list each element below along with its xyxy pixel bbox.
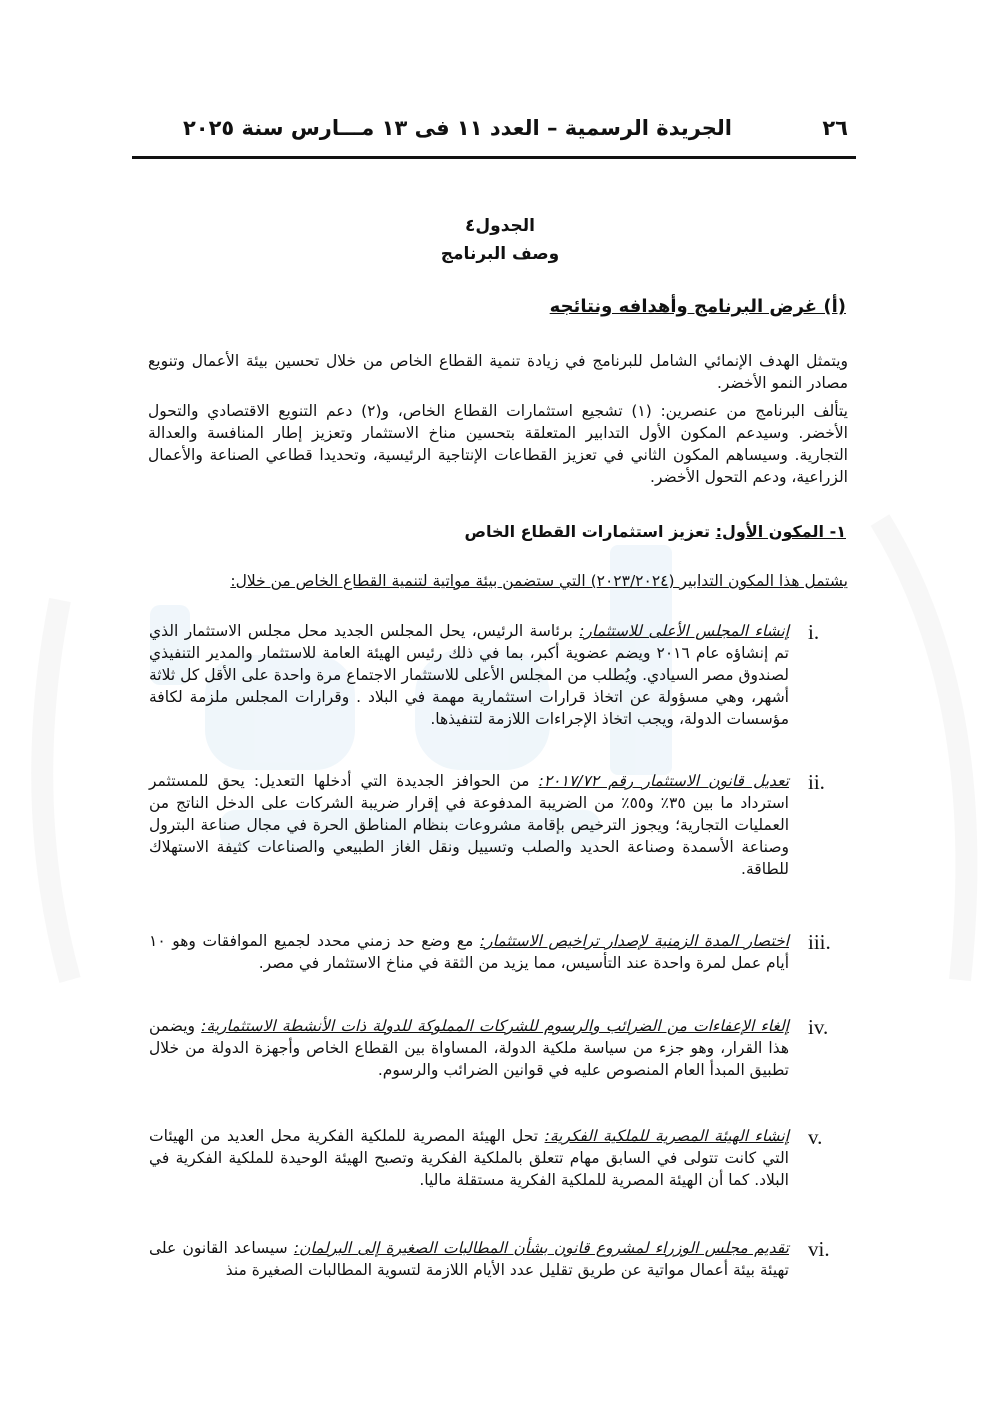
list-item [149,620,789,730]
paragraph: ويتمثل الهدف الإنمائي الشامل للبرنامج في زيادة تنمية القطاع الخاص من خلال تحسين بيئة الأعمال وتنويع مصادر النمو الأخضر. [148,352,848,392]
section-a-heading: (أ) غرض البرنامج وأهدافه ونتائجه [549,296,846,317]
item-body: برئاسة الرئيس، يحل المجلس الجديد محل مجلس الاستثمار الذي تم إنشاؤه عام ٢٠١٦ ويضم عضوية أكبر، بما في ذلك رئيس الهيئة العامة للاستثمار والمدير التنفيذي لصندوق مصر السيادي. ويُطلب من المجلس الأعلى للاستثمار الاجتماع مرة واحدة على الأقل كل ثلاثة أشهر، وهي مسؤولة عن اتخاذ قرارات استثمارية مهمة في البلاد . وقرارات المجلس ملزمة لكافة مؤسسات الدولة، ويجب اتخاذ الإجراءات اللازمة لتنفيذها. [149,622,789,728]
schedule-title: وصف البرنامج [440,244,560,264]
component-heading-text: تعزيز استثمارات القطاع الخاص [464,522,716,541]
item-title: إنشاء الهيئة المصرية للملكية الفكرية: [544,1127,789,1145]
item-number: v. [808,1125,823,1149]
item-number: iii. [808,930,831,954]
item-body: ويضمن هذا القرار، وهو جزء من سياسة ملكية الدولة، المساواة بين القطاع الخاص وأجهزة الدولة من خلال تطبيق المبدأ العام المنصوص عليه في قوانين الضرائب والرسوم. [149,1017,789,1079]
gazette-title: الجريدة الرسمية – العدد ١١ فى ١٣ مـــارس سنة ٢٠٢٥ [182,116,732,140]
item-body: سيساعد القانون على تهيئة بيئة أعمال مواتية عن طريق تقليل عدد الأيام اللازمة لتسوية المطالبات الصغيرة منذ [149,1239,789,1279]
item-number: iv. [808,1015,829,1039]
list-item [149,1237,789,1281]
item-body: مع وضع حد زمني محدد لجميع الموافقات وهو ١٠ أيام عمل لمرة واحدة عند التأسيس، مما يزيد من الثقة في مناخ الاستثمار في مصر. [149,932,789,972]
header-rule [132,156,856,159]
list-item [149,930,789,974]
item-number: i. [808,620,820,644]
page-number: ٢٦ [822,116,848,140]
item-title: إلغاء الإعفاءات من الضرائب والرسوم للشركات المملوكة للدولة ذات الأنشطة الاستثمارية: [201,1017,789,1035]
component-heading [465,522,847,541]
item-number: ii. [808,770,825,794]
item-title: اختصار المدة الزمنية لإصدار تراخيص الاستثمار: [479,932,790,950]
component-heading-label: ١- المكون الأول: [715,522,846,541]
item-number: vi. [808,1237,830,1261]
list-item [149,770,789,880]
schedule-number: الجدول٤ [465,216,535,236]
page-header [132,112,852,146]
item-body: تحل الهيئة المصرية للملكية الفكرية محل العديد من الهيئات التي كانت تتولى في السابق مهام تتعلق بالملكية الفكرية وتصبح الهيئة الوحيدة للملكية الفكرية في البلاد. كما أن الهيئة المصرية للملكية الفكرية مستقلة ماليا. [149,1127,789,1189]
paragraph: يتألف البرنامج من عنصرين: (١) تشجيع استثمارات القطاع الخاص، و(٢) دعم التنويع الاقتصادي والتحول الأخضر. وسيدعم المكون الأول التدابير المتعلقة بتحسين مناخ الاستثمار وتعزيز إطار المنافسة والعدالة التجارية. وسيساهم المكون الثاني في تعزيز القطاعات الإنتاجية الرئيسية، وتحديدا قطاعي الصناعة والأعمال الزراعية، ودعم التحول الأخضر. [148,402,848,486]
item-title: تعديل قانون الاستثمار رقم ٢٠١٧/٧٢: [538,772,789,790]
list-item [149,1125,789,1191]
item-body: من الحوافز الجديدة التي أدخلها التعديل: يحق للمستثمر استرداد ما بين ٣٥٪ و٥٥٪ من الضريبة المدفوعة في إقرار ضريبة الشركات على الدخل الناتج من العمليات التجارية؛ ويجوز الترخيص بإقامة مشروعات بنظام المناطق الحرة في مجال صناعة البترول وصناعة الأسمدة وصناعة الحديد والصلب وتسييل ونقل الغاز الطبيعي والصناعات كثيفة الاستهلاك للطاقة. [149,772,789,878]
item-title: إنشاء المجلس الأعلى للاستثمار: [579,622,789,640]
list-item [149,1015,789,1081]
component-intro: يشتمل هذا المكون التدابير (٢٠٢٣/٢٠٢٤) التي ستضمن بيئة مواتية لتنمية القطاع الخاص من خلال: [230,572,848,590]
item-title: تقديم مجلس الوزراء لمشروع قانون بشأن المطالبات الصغيرة إلى البرلمان: [293,1239,789,1257]
